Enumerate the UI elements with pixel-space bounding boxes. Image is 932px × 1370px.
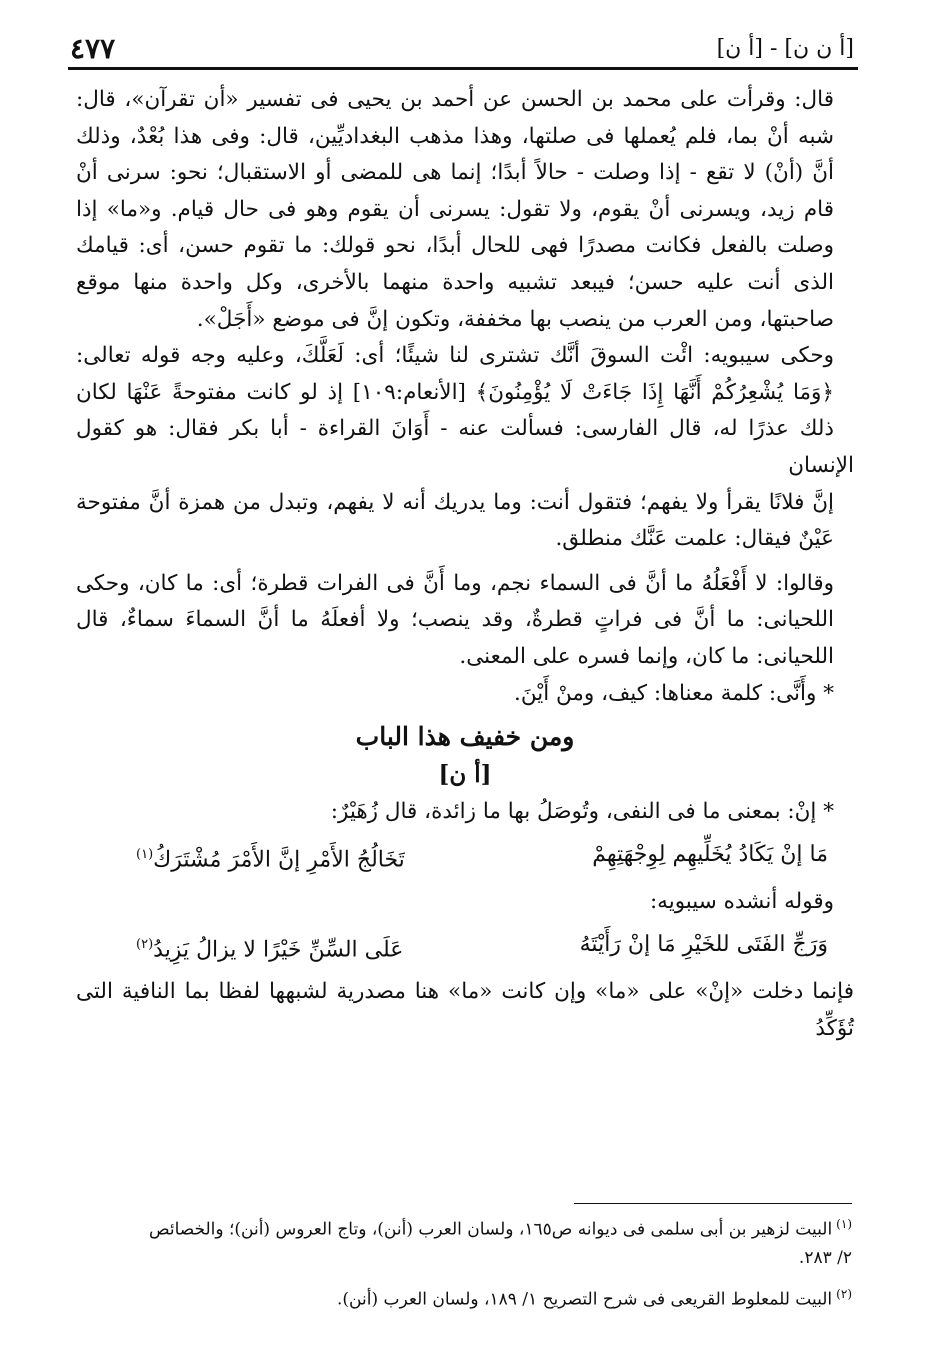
footnote-2 (80, 1280, 852, 1314)
text-line: صاحبتها، ومن العرب من ينصب بها مخففة، وتكون إنَّ فى موضع «أَجَلْ». (196, 306, 834, 332)
text-line: * وأَنَّى: كلمة معناها: كيف، ومنْ أَيْنَ. (514, 680, 834, 706)
text-line: وحكى سيبويه: ائْت السوقَ أنَّك تشترى لنا شيئًا؛ أى: لَعَلَّكَ، وعليه وجه قوله تعالى: (76, 343, 834, 369)
footnote-text: البيت للمعلوط القريعى فى شرح التصريح ١/ ١٨٩، ولسان العرب (أنن). (337, 1289, 833, 1310)
footnotes (80, 1210, 852, 1321)
paragraph-3 (76, 566, 854, 676)
entry-paragraph (76, 794, 854, 831)
paragraph-4 (76, 676, 854, 713)
text-line: وقوله أنشده سيبويه: (649, 889, 834, 915)
text-line: عَيْنٌ فيقال: علمت عَنَّك منطلق. (555, 526, 834, 552)
text-line: أنَّ (أنْ) لا تقع - إذا وصلت - حالاً أبدًا؛ إنما هى للمضى أو الاستقبال؛ نحو: سرنى أنْ (76, 160, 834, 186)
section-title: ومن خفيف هذا الباب (355, 722, 575, 752)
text-line: ذلك عذرًا له، قال الفارسى: فسألت عنه - أَوَانَ القراءة - أبا بكر فقال: هو كقول الإنسان (76, 416, 854, 478)
text-line: شبه أنْ بما، فلم يُعملها فى صلتها، وهذا مذهب البغداديِّين، قال: وفى هذا بُعْدٌ، وذلك (76, 123, 834, 149)
poetry-verse-2 (76, 925, 854, 970)
verse-second-hemistich-text: تَخَالُجُ الأَمْرِ إنَّ الأَمْرَ مُشْتَرَكُ (153, 847, 405, 873)
footnote-1 (80, 1210, 852, 1272)
text-line: قام زيد، ويسرنى أنْ يقوم، ولا تقول: يسرنى أن يقوم وهو فى حال قيام. و«ما» إذا (76, 196, 834, 222)
footnote-text: البيت لزهير بن أبى سلمى فى ديوانه ص١٦٥، ولسان العرب (أنن)، وتاج العروس (أنن)؛ والخصائص (149, 1219, 833, 1240)
page-body (76, 82, 854, 1047)
verse-first-hemistich: مَا إنْ يَكَادُ يُخَلِّيهِم لِوِجْهَتِهِمْ (592, 841, 828, 867)
footnote-marker: (١) (136, 846, 154, 862)
paragraph-1 (76, 82, 854, 338)
verse-second-hemistich-text: عَلَى السِّنِّ خَيْرًا لا يزالُ يَزِيدُ (153, 936, 404, 962)
footnote-number: (١) (836, 1217, 852, 1231)
closing-paragraph (76, 974, 854, 1047)
text-line: الذى أنت عليه حسن؛ فيبعد تشبيه واحدة منهما بالأخرى، وكل واحدة منها موقع (76, 269, 834, 295)
footnote-marker: (٢) (136, 936, 154, 952)
page-header (70, 30, 854, 66)
text-line: قال: وقرأت على محمد بن الحسن عن أحمد بن يحيى فى تفسير «أن تقرآن»، قال: (76, 87, 834, 112)
footnote-text: ٢/ ٢٨٣. (798, 1247, 852, 1268)
poetry-verse-1 (76, 835, 854, 880)
footnote-rule (574, 1203, 852, 1204)
text-line: وقالوا: لا أَفْعَلُهُ ما أنَّ فى السماء نجم، وما أَنَّ فى الفرات قطرة؛ أى: ما كان، وحكى (76, 570, 834, 596)
text-line: اللحيانى: ما أنَّ فى فراتٍ قطرةٌ، وقد ينصب؛ ولا أفعلَهُ ما أنَّ السماءَ سماءٌ، قال (76, 607, 834, 633)
verse-second-hemistich (136, 835, 405, 880)
paragraph-2 (76, 338, 854, 558)
quran-verse-line: ﴿وَمَا يُشْعِرُكُمْ أَنَّهَا إِذَا جَاءَتْ لَا يُؤْمِنُونَ﴾ [الأنعام:١٠٩] إذ لو كانت مفتوحةً عَنْهَا لكان (76, 379, 834, 405)
verse-second-hemistich (136, 925, 403, 970)
text-line: إنَّ فلانًا يقرأ ولا يفهم؛ فتقول أنت: وما يدريك أنه لا يفهم، وتبدل من همزة أنَّ مفتوحة (76, 489, 834, 515)
text-line: وصلت بالفعل فكانت مصدرًا فهى للحال أبدًا، نحو قولك: ما تقوم حسن، أى: قيامك (76, 233, 834, 259)
text-line: * إنْ: بمعنى ما فى النفى، وتُوصَلُ بها ما زائدة، قال زُهَيْرٌ: (330, 799, 834, 825)
header-rule (68, 67, 858, 70)
entry-heading: [أ ن] (438, 761, 492, 789)
verse-first-hemistich: وَرَجِّ الفَتَى للخَيْرِ مَا إنْ رَأَيْتَهُ (579, 931, 828, 957)
verse-intro (76, 884, 854, 921)
text-line: فإنما دخلت «إنْ» على «ما» وإن كانت «ما» هنا مصدرية لشبهها لفظا بما النافية التى تُؤَكِّدُ (76, 978, 854, 1041)
text-line: اللحيانى: ما كان، وإنما فسره على المعنى. (459, 643, 834, 669)
footnote-number: (٢) (836, 1286, 852, 1301)
running-head: [أ ن ن] - [أ ن] (716, 35, 854, 61)
page-number: ٤٧٧ (70, 31, 116, 65)
